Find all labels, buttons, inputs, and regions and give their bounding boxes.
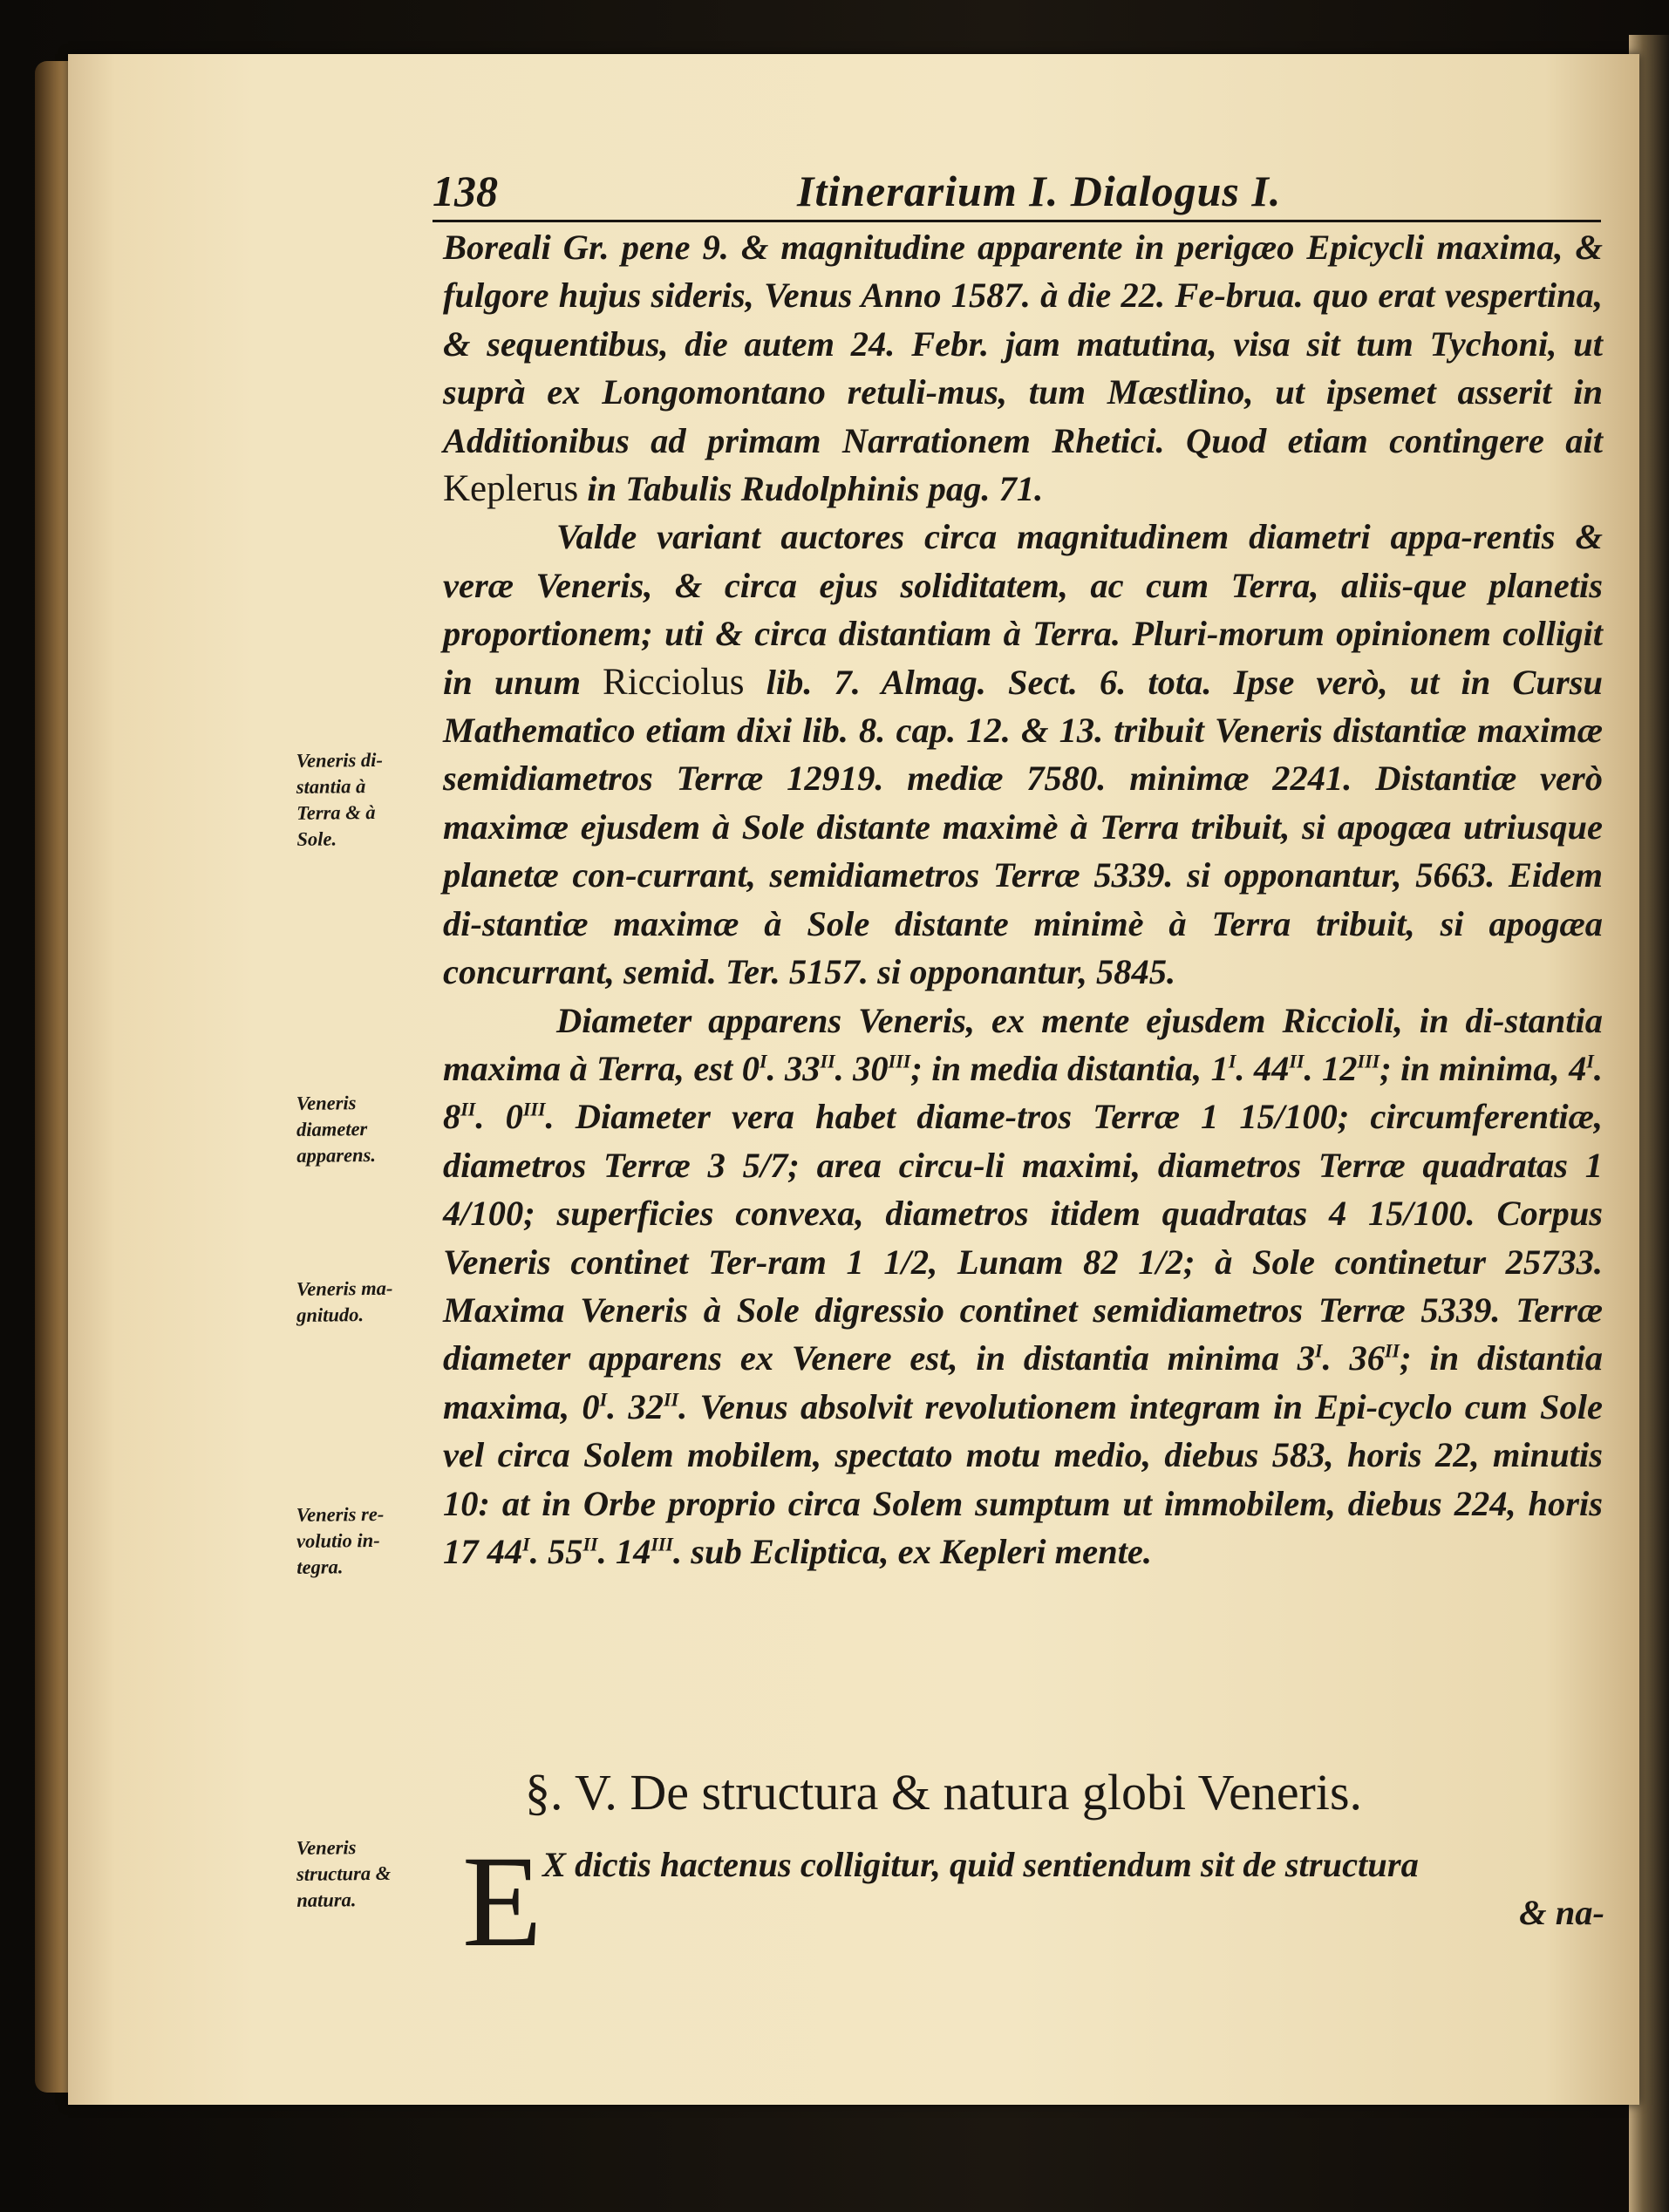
page-header: [433, 159, 1601, 222]
paragraph-distances: Valde variant auctores circa magnitudinem diametri appa-rentis & veræ Veneris, & circa ejus soliditatem, ac cum Terra, aliis-que planetis proportionem; uti & circa distantiam à Terra. Pluri-morum opinionem colligit in unum Ricciolus lib. 7. Almag. Sect. 6. tota. Ipse verò, ut in Cursu Mathematico etiam dixi lib. 8. cap. 12. & 13. tribuit Veneris distantiæ maximæ semidiametros Terræ 12919. mediæ 7580. minimæ 2241. Distantiæ verò maximæ ejusdem à Sole distante maximè à Terra tribuit, si apogæa utriusque planetæ con-currant, semidiametros Terræ 5339. si opponantur, 5663. Eidem di-stantiæ maximæ à Sole distante minimè à Terra tribuit, si apogæa concurrant, semid. Ter. 5157. si opponantur, 5845.: [443, 517, 1603, 992]
catchword: & na-: [1519, 1893, 1604, 1932]
margin-note-magnitudo: Veneris ma- gnitudo.: [296, 1276, 393, 1326]
margin-note-revolutio: Veneris re- volutio in- tegra.: [296, 1502, 385, 1578]
margin-note-diameter: Veneris diameter apparens.: [296, 1092, 377, 1167]
paragraph-diameter: Diameter apparens Veneris, ex mente ejusdem Riccioli, in di-stantia maxima à Terra, est $0^I$. $33^{II}$. $30^{III}$; in media distantia, $1^I$. $44^{II}$. $12^{III}$; in minima, $4^I$. $8^{II}$. $0^{III}$. Diameter vera habet diame-tros Terræ 1 15/100; circumferentiæ, diametros Terræ 3 5/7; area circu-li maximi, diametros Terræ quadratas 1 4/100; superficies convexa, diametros itidem quadratas 4 15/100. Corpus Veneris continet Ter-ram 1 1/2, Lunam 82 1/2; à Sole continetur 25733. Maxima Veneris à Sole digressio continet semidiametros Terræ 5339. Terræ diameter apparens ex Venere est, in distantia minima $3^I$. $36^{II}$; in distantia maxima, $0^I$. $32^{II}$. Venus absolvit revolutionem integram in Epi-cyclo cum Sole vel circa Solem mobilem, spectato motu medio, diebus 583, horis 22, minutis 10: at in Orbe proprio circa Solem sumptum ut immobilem, diebus 224, horis 17 $44^I$. $55^{II}$. $14^{III}$. sub Ecliptica, ex Kepleri mente.: [443, 1000, 1604, 1571]
margin-note-distantia: Veneris di- stantia à Terra & à Sole.: [296, 748, 384, 850]
paragraph-continued: Boreali Gr. pene 9. & magnitudine apparente in perigæo Epicycli maxima, & fulgore hujus sideris, Venus Anno 1587. à die 22. Fe-brua. quo erat vespertina, & sequentibus, die autem 24. Febr. jam matutina, visa sit tum Tychoni, ut suprà ex Longomontano retuli-mus, tum Mæstlino, ut ipsemet asserit in Additionibus ad primam Narrationem Rhetici. Quod etiam contingere ait Keplerus in Tabulis Rudolphinis pag. 71.: [443, 228, 1603, 510]
section-paragraph: [462, 1829, 1604, 1974]
main-text-column: [443, 223, 1603, 1576]
drop-cap: E: [462, 1829, 542, 1974]
section-heading: §. V. De structura & natura globi Veneris.: [525, 1764, 1363, 1821]
running-title: Itinerarium I. Dialogus I.: [797, 167, 1282, 215]
page-number: 138: [433, 167, 498, 215]
margin-note-structura: Veneris structura & natura.: [296, 1836, 392, 1911]
section-first-line: X dictis hactenus colligitur, quid sentiendum sit de structura: [542, 1845, 1419, 1884]
